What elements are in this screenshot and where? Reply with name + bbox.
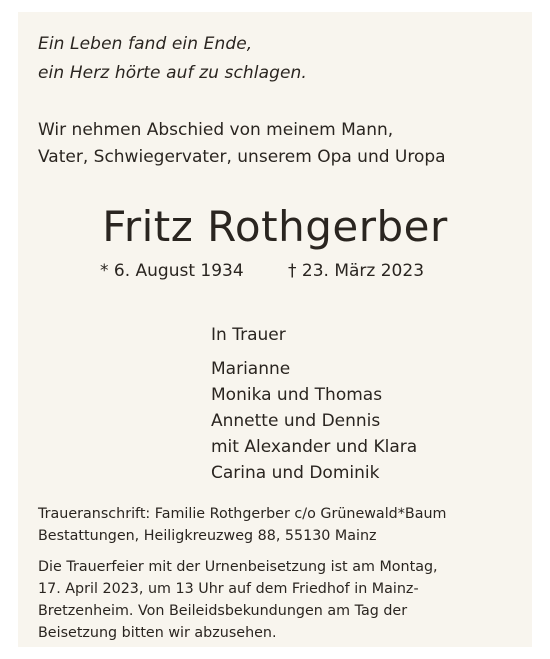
- ceremony-line-2: 17. April 2023, um 13 Uhr auf dem Friedhof in Mainz-: [38, 581, 419, 597]
- intro-line-2: Vater, Schwiegervater, unserem Opa und Uropa: [38, 147, 446, 167]
- mourner-name: Monika und Thomas: [211, 385, 383, 405]
- address-line-2: Bestattungen, Heiligkreuzweg 88, 55130 Mainz: [38, 528, 377, 544]
- ceremony-line-3: Bretzenheim. Von Beileidsbekundungen am Tag der: [38, 603, 408, 619]
- obituary-notice: [18, 12, 532, 647]
- quote-line-1: Ein Leben fand ein Ende,: [38, 34, 253, 54]
- mourner-name: Marianne: [211, 359, 291, 379]
- mourner-name: Annette und Dennis: [211, 411, 381, 431]
- address-line-1: Traueranschrift: Familie Rothgerber c/o Grünewald*Baum: [38, 506, 447, 522]
- ceremony-line-4: Beisetzung bitten wir abzusehen.: [38, 625, 277, 641]
- mourner-name: Carina und Dominik: [211, 463, 380, 483]
- deceased-name: Fritz Rothgerber: [102, 202, 448, 251]
- quote-line-2: ein Herz hörte auf zu schlagen.: [38, 63, 307, 83]
- mourner-name: mit Alexander und Klara: [211, 437, 418, 457]
- death-date: † 23. März 2023: [288, 261, 425, 281]
- intro-line-1: Wir nehmen Abschied von meinem Mann,: [38, 120, 394, 140]
- birth-date: * 6. August 1934: [100, 261, 244, 281]
- ceremony-line-1: Die Trauerfeier mit der Urnenbeisetzung ist am Montag,: [38, 559, 438, 575]
- mourners-heading: In Trauer: [211, 325, 286, 345]
